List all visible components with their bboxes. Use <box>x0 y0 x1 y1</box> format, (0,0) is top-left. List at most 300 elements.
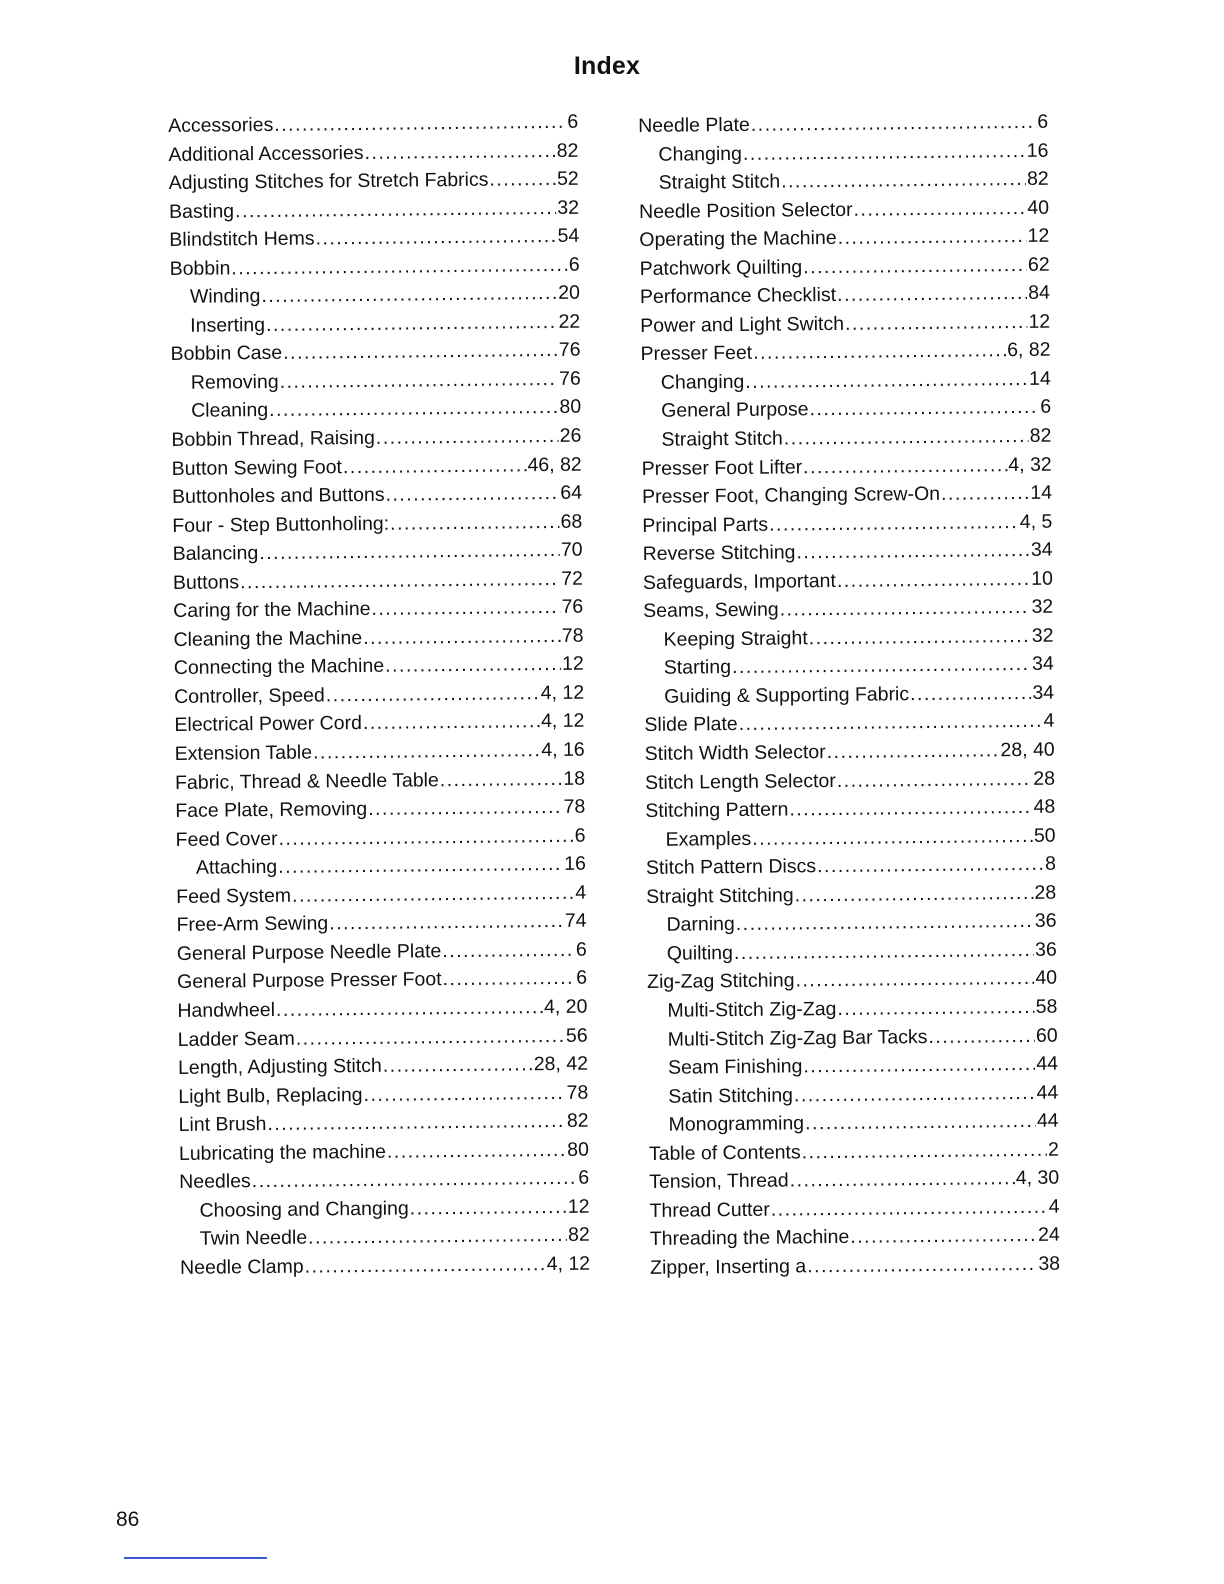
entry-page-ref: 6 <box>1037 110 1049 133</box>
entry-page-ref: 16 <box>1026 139 1049 162</box>
entry-label: Straight Stitch <box>658 170 781 194</box>
index-subentry <box>170 279 580 312</box>
dot-leader <box>751 108 1037 140</box>
dot-leader <box>796 536 1030 567</box>
index-entry <box>642 450 1052 483</box>
entry-label: Needle Clamp <box>179 1255 304 1279</box>
entry-label: Twin Needle <box>199 1226 308 1251</box>
entry-label: Needle Position Selector <box>638 198 853 223</box>
entry-label: Safeguards, Important <box>642 569 836 594</box>
entry-label: Guiding & Supporting Fabric <box>664 683 910 708</box>
entry-label: Connecting the Machine <box>173 655 385 680</box>
entry-label: Power and Light Switch <box>640 312 845 337</box>
index-entry <box>643 564 1053 597</box>
dot-leader <box>269 393 559 425</box>
entry-label: Operating the Machine <box>639 227 837 252</box>
entry-page-ref: 14 <box>1028 367 1051 390</box>
entry-label: Presser Foot, Changing Screw-On <box>641 482 941 509</box>
index-column-left <box>168 108 590 1283</box>
index-entry <box>169 222 579 255</box>
entry-label: Choosing and Changing <box>199 1197 409 1222</box>
entry-page-ref: 26 <box>559 424 582 447</box>
index-subentry <box>644 650 1054 683</box>
dot-leader <box>259 536 560 568</box>
index-subentry <box>171 365 581 398</box>
index-subentry <box>179 1192 589 1225</box>
dot-leader <box>292 879 575 911</box>
dot-leader <box>753 337 1006 368</box>
entry-page-ref: 4, 12 <box>546 1252 591 1275</box>
entry-label: Threading the Machine <box>649 1226 850 1251</box>
index-entry <box>649 1192 1059 1225</box>
dot-leader <box>837 993 1035 1024</box>
entry-page-ref: 82 <box>556 139 579 162</box>
entry-label: Satin Stitching <box>668 1084 794 1108</box>
entry-label: Starting <box>663 656 732 680</box>
index-entry <box>643 593 1053 626</box>
entry-label: Bobbin Case <box>170 342 283 366</box>
entry-page-ref: 44 <box>1036 1081 1059 1104</box>
page-number: 86 <box>116 1508 140 1531</box>
entry-label: Buttons <box>172 571 240 594</box>
entry-label: Handwheel <box>177 998 276 1022</box>
entry-label: Changing <box>658 142 743 166</box>
index-subentry <box>641 365 1051 398</box>
dot-leader <box>910 679 1032 709</box>
entry-page-ref: 36 <box>1034 938 1057 961</box>
entry-label: Winding <box>189 285 261 309</box>
dot-leader <box>296 1021 566 1052</box>
index-entry <box>175 821 585 854</box>
dot-leader <box>326 679 540 710</box>
entry-label: Needle Plate <box>638 113 750 137</box>
entry-page-ref: 34 <box>1032 681 1055 704</box>
index-entry <box>650 1250 1060 1283</box>
index-subentry <box>180 1221 590 1254</box>
entry-label: Caring for the Machine <box>173 598 371 623</box>
entry-page-ref: 50 <box>1033 824 1056 847</box>
entry-label: Light Bulb, Replacing <box>178 1083 363 1108</box>
dot-leader <box>739 707 1043 739</box>
dot-leader <box>769 508 1019 539</box>
entry-label: Feed Cover <box>175 827 278 851</box>
entry-page-ref: 78 <box>563 795 586 819</box>
entry-page-ref: 28 <box>1033 767 1056 790</box>
entry-page-ref: 4, 12 <box>540 710 585 733</box>
entry-page-ref: 54 <box>557 224 580 248</box>
dot-leader <box>278 821 574 853</box>
entry-page-ref: 82 <box>1026 167 1049 191</box>
index-entry <box>177 993 587 1026</box>
entry-page-ref: 28, 42 <box>533 1052 589 1076</box>
dot-leader <box>752 822 1033 853</box>
dot-leader <box>827 736 1000 766</box>
index-entry <box>647 964 1057 997</box>
entry-page-ref: 8 <box>1044 852 1057 875</box>
index-entry <box>171 422 581 455</box>
entry-label: Bobbin <box>169 257 231 280</box>
entry-label: Cleaning the Machine <box>173 626 363 651</box>
index-entry <box>169 193 579 226</box>
entry-page-ref: 10 <box>1031 567 1054 590</box>
index-entry <box>175 793 585 826</box>
dot-leader <box>837 565 1031 596</box>
dot-leader <box>837 764 1033 795</box>
dot-leader <box>231 251 568 283</box>
index-entry <box>179 1164 589 1197</box>
entry-page-ref: 48 <box>1033 795 1056 819</box>
dot-leader <box>743 136 1026 168</box>
entry-label: General Purpose Needle Plate <box>176 940 442 965</box>
entry-label: Multi-Stitch Zig-Zag Bar Tacks <box>667 1025 928 1051</box>
index-subentry <box>644 679 1054 712</box>
entry-page-ref: 6 <box>568 253 580 276</box>
index-entry <box>168 108 578 141</box>
index-entry <box>638 108 1048 141</box>
dot-leader <box>315 222 556 253</box>
entry-page-ref: 52 <box>556 167 579 191</box>
entry-page-ref: 82 <box>566 1109 589 1133</box>
entry-page-ref: 80 <box>559 396 582 419</box>
entry-page-ref: 4, 16 <box>541 738 585 762</box>
dot-leader <box>853 194 1026 224</box>
dot-leader <box>383 1050 533 1080</box>
entry-page-ref: 4, 20 <box>543 995 588 1019</box>
entry-label: Extension Table <box>174 741 313 765</box>
entry-page-ref: 62 <box>1027 253 1050 276</box>
dot-leader <box>805 1107 1036 1138</box>
entry-page-ref: 12 <box>1027 224 1050 248</box>
index-subentry <box>648 1050 1058 1083</box>
entry-page-ref: 68 <box>560 510 583 533</box>
entry-label: Straight Stitch <box>661 427 783 451</box>
entry-page-ref: 22 <box>558 310 581 333</box>
dot-leader <box>928 1021 1035 1051</box>
dot-leader <box>278 850 563 882</box>
entry-page-ref: 34 <box>1030 538 1053 562</box>
entry-label: Fabric, Thread & Needle Table <box>174 768 439 794</box>
entry-page-ref: 12 <box>561 653 584 676</box>
entry-label: Zipper, Inserting a <box>649 1255 807 1279</box>
index-entry <box>646 850 1056 883</box>
entry-page-ref: 28, 40 <box>1000 738 1055 762</box>
index-subentry <box>638 136 1048 169</box>
dot-leader <box>781 165 1026 196</box>
entry-label: Basting <box>168 199 235 223</box>
index-entry <box>177 936 587 969</box>
entry-page-ref: 58 <box>1035 995 1058 1018</box>
entry-label: Keeping Straight <box>663 627 808 651</box>
index-entry <box>642 507 1052 540</box>
entry-page-ref: 76 <box>561 595 584 619</box>
entry-page-ref: 78 <box>561 624 584 647</box>
dot-leader <box>442 936 575 966</box>
dot-leader <box>368 793 563 824</box>
index-entry <box>169 250 579 283</box>
entry-label: Removing <box>190 370 279 394</box>
dot-leader <box>442 964 575 994</box>
entry-page-ref: 2 <box>1047 1138 1060 1161</box>
entry-label: Face Plate, Removing <box>175 798 368 823</box>
index-column-right <box>638 108 1060 1283</box>
entry-label: General Purpose <box>661 398 809 423</box>
dot-leader <box>329 907 564 938</box>
entry-page-ref: 46, 82 <box>527 453 582 476</box>
entry-label: Feed System <box>176 884 292 908</box>
entry-page-ref: 6 <box>575 938 587 961</box>
entry-page-ref: 6 <box>574 824 586 847</box>
index-entry <box>176 907 586 940</box>
dot-leader <box>790 1164 1015 1195</box>
index-entry <box>172 450 582 483</box>
dot-leader <box>809 393 1039 424</box>
entry-label: Thread Cutter <box>649 1198 770 1222</box>
index-entry <box>644 707 1054 740</box>
index-entry <box>178 1078 588 1111</box>
index-subentry <box>648 1107 1058 1140</box>
dot-leader <box>780 593 1031 624</box>
entry-label: Performance Checklist <box>639 284 837 309</box>
entry-label: Controller, Speed <box>174 684 325 708</box>
entry-page-ref: 20 <box>558 281 581 305</box>
index-entry <box>172 536 582 569</box>
index-entry <box>175 764 585 797</box>
entry-page-ref: 6 <box>578 1166 590 1189</box>
index-subentry <box>647 993 1057 1026</box>
dot-leader <box>313 736 541 767</box>
entry-label: Lubricating the machine <box>178 1140 387 1165</box>
dot-leader <box>261 279 557 311</box>
entry-label: Table of Contents <box>648 1141 801 1165</box>
index-entry <box>170 336 580 369</box>
entry-page-ref: 64 <box>560 481 583 505</box>
entry-label: Electrical Power Cord <box>174 712 363 737</box>
index-entry <box>168 136 578 169</box>
entry-page-ref: 40 <box>1027 196 1050 219</box>
entry-label: Straight Stitching <box>646 884 794 908</box>
entry-label: Adjusting Stitches for Stretch Fabrics <box>168 168 489 195</box>
entry-label: Darning <box>666 913 735 937</box>
entry-page-ref: 32 <box>1031 595 1054 619</box>
index-entry <box>177 964 587 997</box>
dot-leader <box>941 479 1030 508</box>
dot-leader <box>803 251 1027 282</box>
entry-label: Free-Arm Sewing <box>176 912 329 937</box>
index-subentry <box>639 165 1049 198</box>
page-title: Index <box>573 52 641 80</box>
entry-label: Additional Accessories <box>168 141 364 166</box>
dot-leader <box>817 850 1044 881</box>
entry-page-ref: 82 <box>1029 424 1052 447</box>
entry-label: Inserting <box>190 313 266 337</box>
index-entry <box>640 279 1050 312</box>
entry-page-ref: 4 <box>1043 710 1055 733</box>
index-subentry <box>647 936 1057 969</box>
entry-label: Length, Adjusting Stitch <box>177 1054 382 1079</box>
entry-page-ref: 4 <box>1048 1195 1060 1218</box>
entry-label: Stitch Length Selector <box>644 769 836 794</box>
index-entry <box>174 707 584 740</box>
index-subentry <box>648 1021 1058 1054</box>
dot-leader <box>385 650 561 680</box>
dot-leader <box>283 336 558 367</box>
entry-page-ref: 32 <box>557 196 580 219</box>
dot-leader <box>410 1193 567 1223</box>
entry-page-ref: 4, 30 <box>1015 1166 1060 1190</box>
dot-leader <box>807 1250 1037 1281</box>
entry-label: Slide Plate <box>644 713 738 737</box>
index-subentry <box>643 622 1053 655</box>
index-entry <box>646 878 1056 911</box>
dot-leader <box>376 422 559 452</box>
index-entry <box>173 564 583 597</box>
entry-page-ref: 28 <box>1034 881 1057 904</box>
entry-page-ref: 14 <box>1030 481 1053 505</box>
entry-page-ref: 84 <box>1028 281 1051 305</box>
index-entry <box>169 165 579 198</box>
index-subentry <box>641 393 1051 426</box>
entry-page-ref: 44 <box>1036 1052 1059 1075</box>
entry-page-ref: 60 <box>1035 1024 1058 1047</box>
entry-label: Tension, Thread <box>649 1169 789 1194</box>
index-subentry <box>646 907 1056 940</box>
entry-label: Examples <box>665 827 752 851</box>
dot-leader <box>266 308 558 340</box>
entry-page-ref: 38 <box>1038 1252 1061 1275</box>
entry-label: Principal Parts <box>642 513 769 537</box>
index-entry <box>642 479 1052 512</box>
entry-label: Changing <box>660 370 745 394</box>
dot-leader <box>363 622 561 653</box>
dot-leader <box>809 622 1031 653</box>
dot-leader <box>803 451 1008 482</box>
dot-leader <box>732 650 1031 682</box>
index-entry <box>649 1135 1059 1168</box>
index-entry <box>645 793 1055 826</box>
dot-leader <box>371 593 560 624</box>
entry-label: Presser Foot Lifter <box>641 455 803 480</box>
dot-leader <box>267 1107 566 1139</box>
entry-label: Lint Brush <box>178 1113 267 1137</box>
entry-page-ref: 40 <box>1035 967 1058 990</box>
entry-label: Blindstitch Hems <box>169 227 315 252</box>
entry-label: Stitch Pattern Discs <box>645 855 817 880</box>
entry-page-ref: 12 <box>567 1195 590 1218</box>
entry-page-ref: 82 <box>567 1223 590 1247</box>
index-subentry <box>645 821 1055 854</box>
dot-leader <box>784 422 1029 453</box>
entry-page-ref: 36 <box>1034 909 1057 933</box>
dot-leader <box>802 1135 1048 1166</box>
index-entry <box>175 736 585 769</box>
dot-leader <box>240 565 560 597</box>
entry-page-ref: 18 <box>563 767 586 790</box>
entry-label: Needles <box>179 1170 251 1194</box>
index-entry <box>173 593 583 626</box>
index-entry <box>174 679 584 712</box>
dot-leader <box>794 879 1033 910</box>
dot-leader <box>308 1221 567 1252</box>
entry-label: Zig-Zag Stitching <box>646 969 795 994</box>
entry-label: Stitch Width Selector <box>644 741 826 765</box>
dot-leader <box>235 194 557 226</box>
entry-label: Accessories <box>168 113 274 137</box>
index-entry <box>172 479 582 512</box>
index-entry <box>178 1021 588 1054</box>
entry-page-ref: 16 <box>564 852 587 876</box>
dot-leader <box>795 964 1034 995</box>
dot-leader <box>343 451 527 481</box>
entry-label: Buttonholes and Buttons <box>171 483 385 509</box>
index-entry <box>645 764 1055 797</box>
index-subentry <box>648 1078 1058 1111</box>
entry-label: Button Sewing Foot <box>171 455 343 480</box>
index-entry <box>172 507 582 540</box>
entry-page-ref: 56 <box>565 1024 588 1047</box>
dot-leader <box>390 508 560 538</box>
dot-leader <box>789 793 1032 824</box>
dot-leader <box>837 279 1027 310</box>
entry-page-ref: 4, 5 <box>1019 510 1053 533</box>
dot-leader <box>387 1136 567 1166</box>
entry-page-ref: 80 <box>567 1138 590 1161</box>
entry-label: Cleaning <box>191 399 269 423</box>
entry-page-ref: 76 <box>558 339 581 362</box>
entry-label: Multi-Stitch Zig-Zag <box>667 997 837 1022</box>
index-entry <box>176 878 586 911</box>
entry-label: Balancing <box>172 542 259 566</box>
entry-label: Stitching Pattern <box>645 798 789 823</box>
entry-label: Seams, Sewing <box>643 598 779 623</box>
dot-leader <box>803 1050 1035 1081</box>
dot-leader <box>489 165 556 194</box>
index-entry <box>645 736 1055 769</box>
dot-leader <box>385 479 559 509</box>
entry-label: Monogramming <box>668 1112 805 1136</box>
index-entry <box>642 536 1052 569</box>
dot-leader <box>837 222 1026 253</box>
index-entry <box>639 250 1049 283</box>
dot-leader <box>364 136 555 167</box>
index-entry <box>639 222 1049 255</box>
footer-rule <box>124 1557 267 1559</box>
dot-leader <box>305 1250 546 1281</box>
dot-leader <box>794 1078 1036 1109</box>
dot-leader <box>736 907 1034 939</box>
entry-page-ref: 4, 12 <box>540 681 585 705</box>
entry-page-ref: 34 <box>1031 653 1054 676</box>
entry-label: Ladder Seam <box>177 1027 295 1051</box>
entry-page-ref: 78 <box>566 1081 589 1104</box>
dot-leader <box>363 1078 565 1109</box>
index-entry <box>174 650 584 683</box>
index-subentry <box>170 308 580 341</box>
index-entry <box>178 1107 588 1140</box>
index-entry <box>178 1050 588 1083</box>
index-subentry <box>176 850 586 883</box>
index-subentry <box>171 393 581 426</box>
dot-leader <box>274 108 566 140</box>
index-entry <box>179 1135 589 1168</box>
dot-leader <box>440 764 563 794</box>
entry-label: Attaching <box>195 856 278 879</box>
entry-page-ref: 76 <box>558 367 581 390</box>
entry-page-ref: 70 <box>560 538 583 562</box>
entry-page-ref: 6 <box>567 110 579 133</box>
entry-page-ref: 6, 82 <box>1007 339 1051 362</box>
entry-page-ref: 44 <box>1036 1109 1059 1133</box>
index-subentry <box>641 422 1051 455</box>
